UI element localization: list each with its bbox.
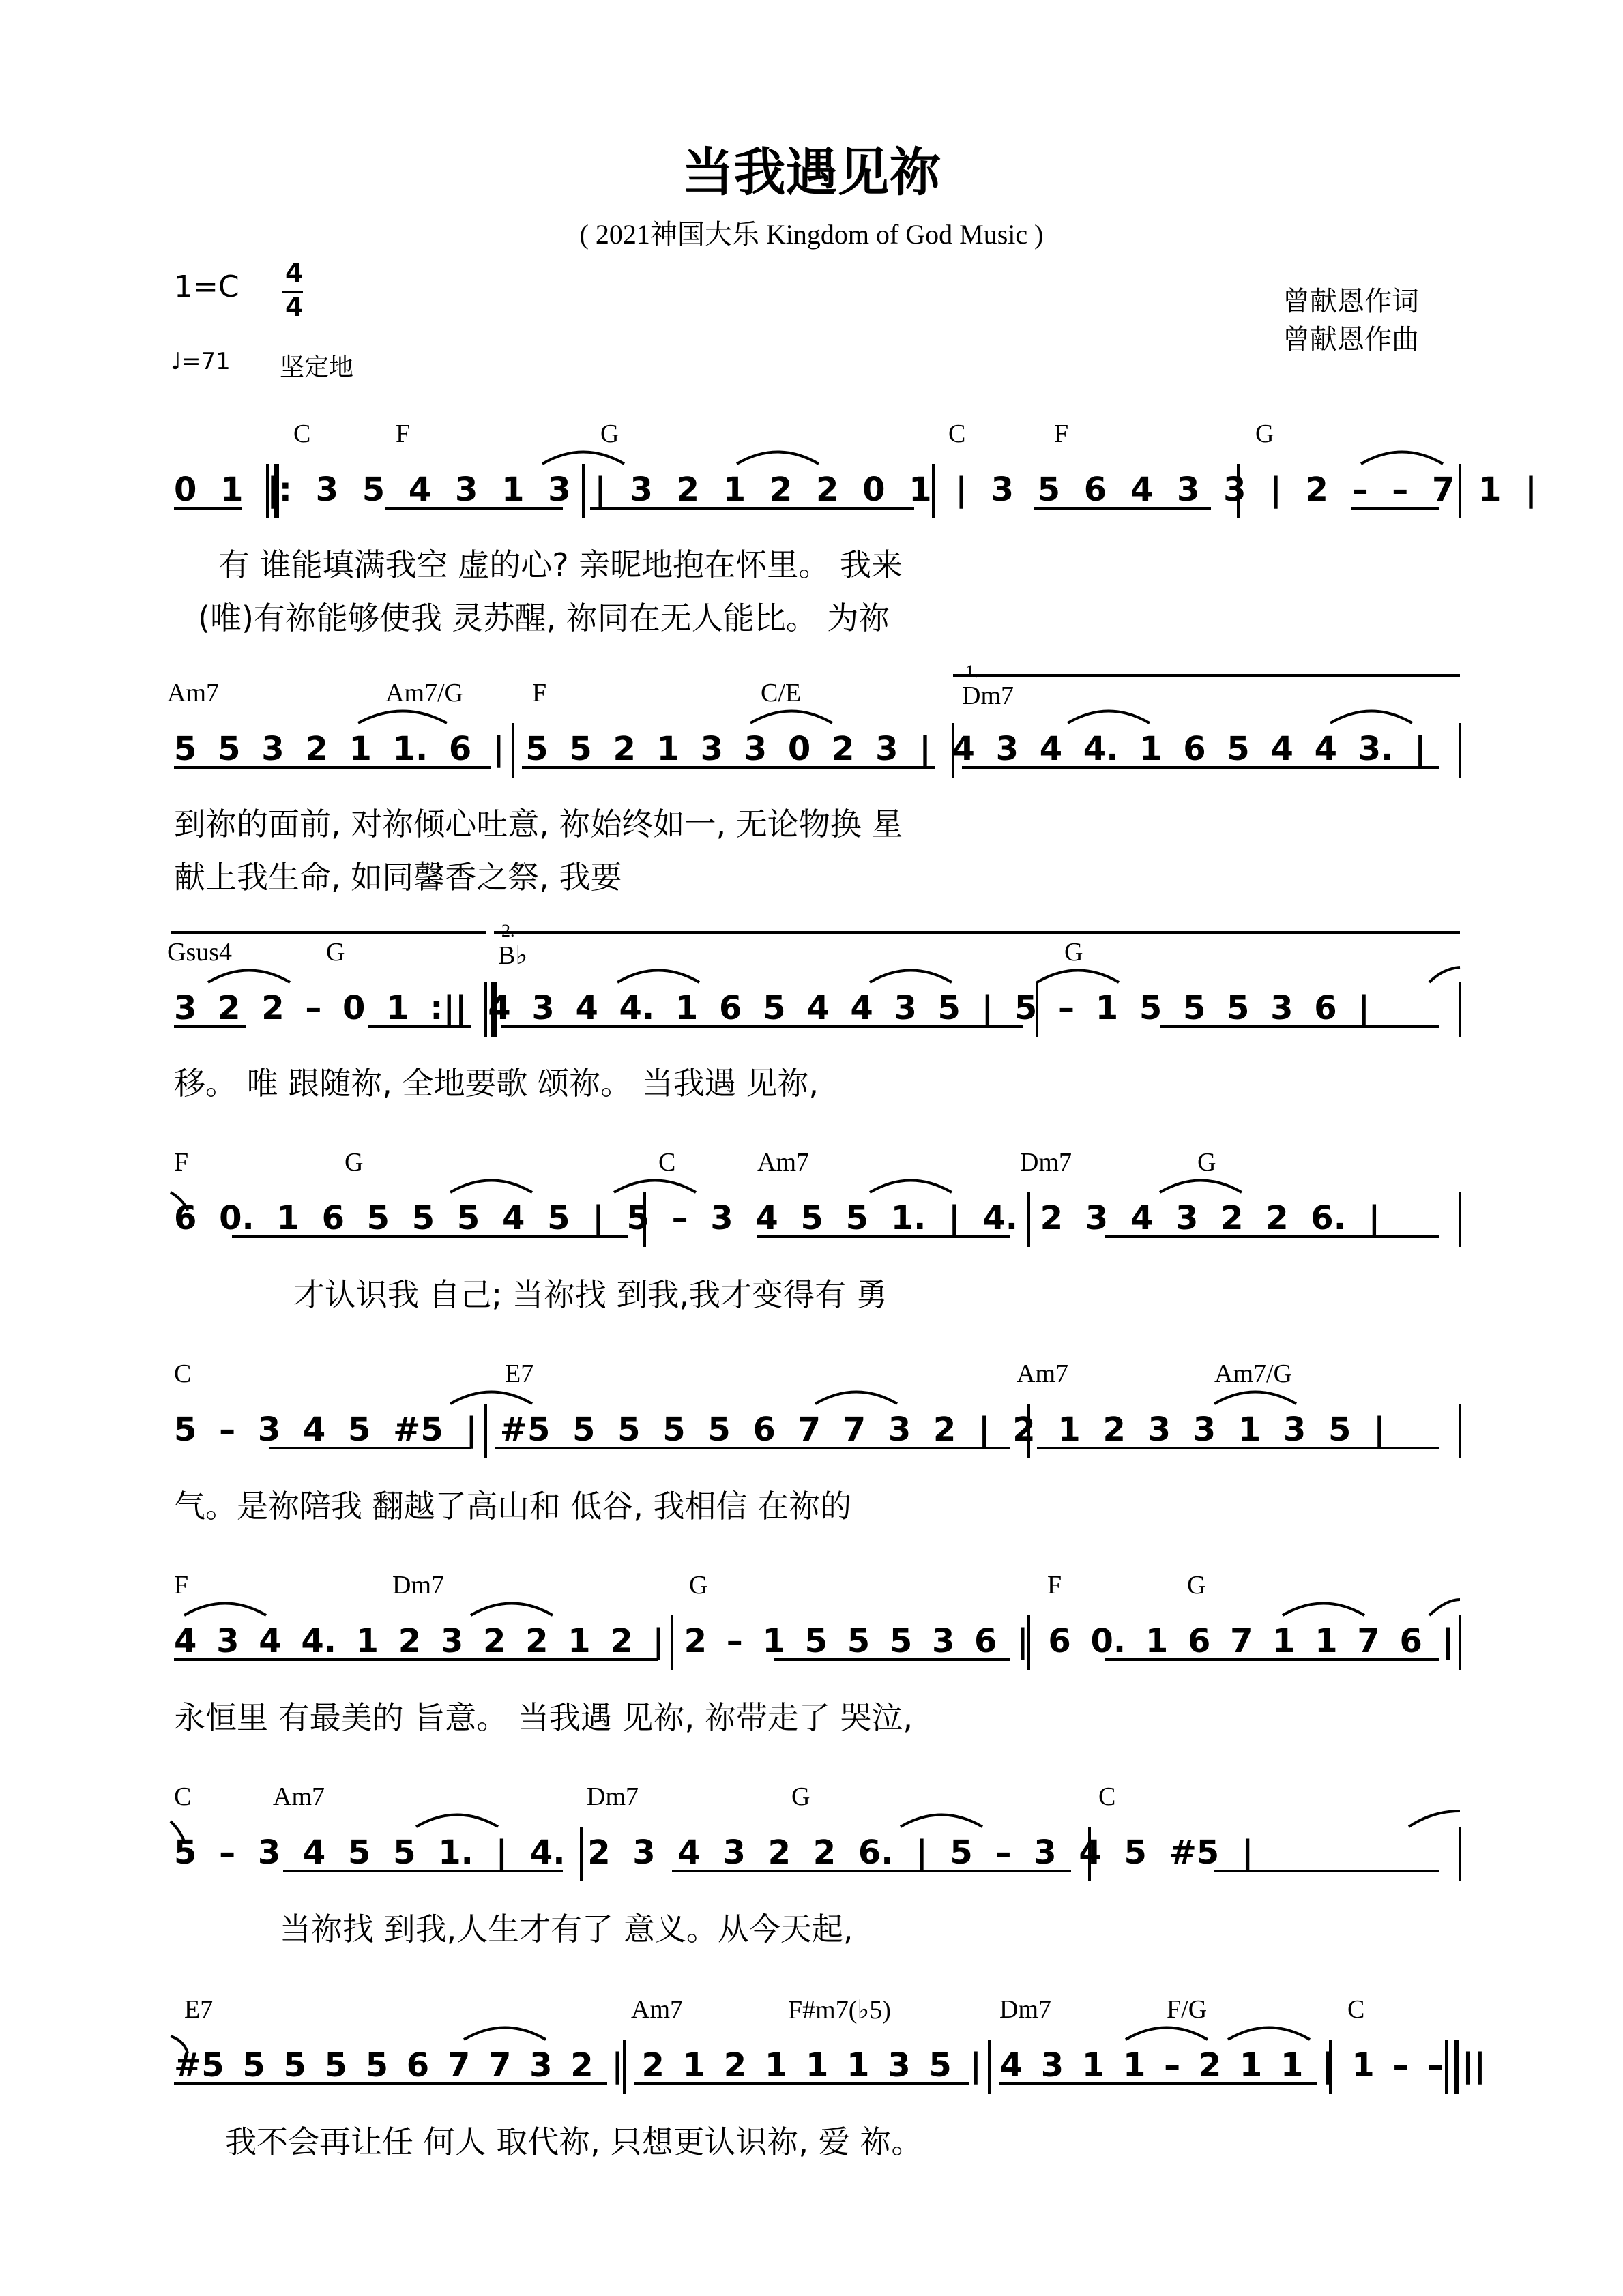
lyric-line: 才认识我 自己; 当祢找 到我,我才变得有 勇 (293, 1276, 888, 1313)
chord-symbol: E7 (184, 1995, 214, 2024)
notation-line: 5 5 3 2 1 1. 6 | 5 5 2 1 3 3 0 2 3 | 4 3 4 4. 1 6 5 4 4 3. | (174, 730, 1427, 768)
notation-line: 3 2 2 – 0 1 :|| 4 3 4 4. 1 6 5 4 4 3 5 | 5 – 1 5 5 5 3 6 | (174, 989, 1370, 1027)
chord-symbol: Am7 (273, 1782, 325, 1811)
notation-line: 5 – 3 4 5 #5 | #5 5 5 5 5 6 7 7 3 2 | 2 1 2 3 3 1 3 5 | (174, 1411, 1386, 1449)
chord-symbol: C (1347, 1995, 1365, 2024)
chord-symbol: C (293, 420, 311, 448)
chord-symbol: G (345, 1148, 364, 1177)
notation-line: 0 1 |: 3 5 4 3 1 3 | 3 2 1 2 2 0 1 | 3 5 6 4 3 3 | 2 – – 7 1 | (174, 471, 1537, 509)
chord-symbol: F (396, 420, 411, 448)
lyric-line: 有 谁能填满我空 虚的心? 亲昵地抱在怀里。 我来 (218, 546, 903, 583)
chord-symbol: Dm7 (1020, 1148, 1072, 1177)
tempo-marking: ♩=71 (171, 348, 231, 375)
chord-symbol: C (658, 1148, 676, 1177)
chord-symbol: Am7 (1017, 1359, 1068, 1388)
chord-symbol: Am7/G (1214, 1359, 1292, 1388)
chord-symbol: Am7 (167, 679, 219, 707)
lyric-line: 气。是祢陪我 翻越了高山和 低谷, 我相信 在祢的 (174, 1488, 852, 1525)
song-subtitle: ( 2021神国大乐 Kingdom of God Music ) (579, 219, 1044, 250)
chord-symbol: G (791, 1782, 810, 1811)
chord-symbol: G (600, 420, 619, 448)
notation-line: 4 3 4 4. 1 2 3 2 2 1 2 | 2 – 1 5 5 5 3 6 | 6 0. 1 6 7 1 1 7 6 | (174, 1622, 1454, 1660)
chord-symbol: G (1064, 938, 1083, 967)
chord-symbol: E7 (505, 1359, 534, 1388)
time-signature-top: 4 (285, 258, 304, 288)
chord-symbol: C/E (761, 679, 802, 707)
composer-credit: 曾献恩作曲 (1283, 324, 1419, 355)
chord-symbol: G (689, 1571, 708, 1600)
notation-line: 5 – 3 4 5 5 1. | 4. 2 3 4 3 2 2 6. | 5 – 3 4 5 #5 | (174, 1834, 1254, 1872)
time-signature-bottom: 4 (285, 292, 304, 322)
chord-symbol: Dm7 (392, 1571, 444, 1600)
lyric-line: 当祢找 到我,人生才有了 意义。从今天起, (280, 1911, 853, 1947)
chord-symbol: Gsus4 (167, 938, 233, 967)
notation-line: #5 5 5 5 5 6 7 7 3 2 | 2 1 2 1 1 1 3 5 | 4 3 1 1 – 2 1 1 | 1 – – || (174, 2046, 1486, 2085)
lyricist-credit: 曾献恩作词 (1283, 286, 1419, 317)
chord-symbol: F (174, 1148, 189, 1177)
chord-symbol: Am7 (757, 1148, 809, 1177)
lyric-line: 到祢的面前, 对祢倾心吐意, 祢始终如一, 无论物换 星 (174, 806, 903, 842)
chord-symbol: C (948, 420, 966, 448)
chord-symbol: C (174, 1782, 192, 1811)
chord-symbol: G (1197, 1148, 1216, 1177)
chord-symbol: C (174, 1359, 192, 1388)
chord-symbol: F (174, 1571, 189, 1600)
chord-symbol: G (326, 938, 345, 967)
lyric-line: 移。 唯 跟随祢, 全地要歌 颂祢。 当我遇 见祢, (174, 1065, 819, 1102)
chord-symbol: Am7/G (385, 679, 463, 707)
volta-2-label: 2. (501, 921, 515, 941)
chord-symbol: G (1187, 1571, 1206, 1600)
lyric-line: 我不会再让任 何人 取代祢, 只想更认识祢, 爱 祢。 (225, 2123, 923, 2160)
lyric-line: (唯)有祢能够使我 灵苏醒, 祢同在无人能比。 为祢 (198, 600, 890, 636)
chord-symbol: F (532, 679, 547, 707)
lyric-line: 献上我生命, 如同馨香之祭, 我要 (174, 859, 622, 896)
volta-1-label: 1. (965, 662, 979, 681)
mood-marking: 坚定地 (280, 353, 354, 381)
chord-symbol: F/G (1167, 1995, 1208, 2024)
chord-symbol: B♭ (498, 941, 528, 970)
chord-symbol: F (1047, 1571, 1062, 1600)
key-signature: 1=C (174, 269, 239, 304)
chord-symbol: Dm7 (587, 1782, 639, 1811)
chord-symbol: Dm7 (962, 681, 1014, 710)
song-title: 当我遇见祢 (682, 142, 941, 203)
chord-symbol: F#m7(♭5) (788, 1996, 891, 2025)
chord-symbol: F (1054, 420, 1069, 448)
chord-symbol: C (1098, 1782, 1116, 1811)
chord-symbol: Dm7 (999, 1995, 1051, 2024)
chord-symbol: Am7 (631, 1995, 683, 2024)
chord-symbol: G (1255, 420, 1274, 448)
notation-line: 6 0. 1 6 5 5 5 4 5 | 5 – 3 4 5 5 1. | 4. 2 3 4 3 2 2 6. | (174, 1199, 1381, 1237)
lyric-line: 永恒里 有最美的 旨意。 当我遇 见祢, 祢带走了 哭泣, (174, 1699, 913, 1736)
